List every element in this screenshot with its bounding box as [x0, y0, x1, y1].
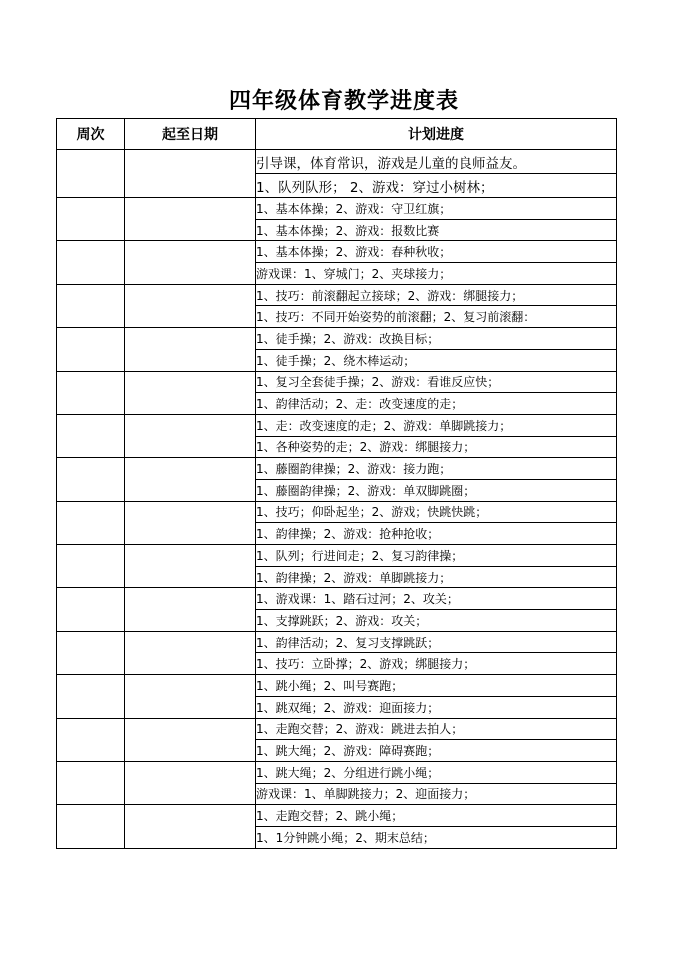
plan-item: 1、队列；行进间走；2、复习韵律操；: [256, 545, 617, 567]
date-cell: [125, 545, 256, 588]
week-cell: [57, 761, 125, 804]
plan-item: 1、跳双绳；2、游戏：迎面接力；: [256, 696, 617, 718]
plan-item: 游戏课：1、单脚跳接力；2、迎面接力；: [256, 783, 617, 805]
plan-item: 1、韵律活动；2、走：改变速度的走；: [256, 393, 617, 415]
plan-item: 1、1分钟跳小绳；2、期末总结；: [256, 826, 617, 848]
table-row: [57, 371, 617, 393]
plan-item: 1、基本体操；2、游戏：守卫红旗；: [256, 198, 617, 220]
plan-item: 1、基本体操；2、游戏：报数比赛: [256, 219, 617, 241]
week-cell: [57, 501, 125, 544]
plan-item: 1、藤圈韵律操；2、游戏：接力跑；: [256, 458, 617, 480]
table-row: [57, 675, 617, 697]
table-row: [57, 328, 617, 350]
date-cell: [125, 761, 256, 804]
plan-item: 1、走：改变速度的走；2、游戏：单脚跳接力；: [256, 414, 617, 436]
week-cell: [57, 718, 125, 761]
date-cell: [125, 241, 256, 284]
plan-item: 1、藤圈韵律操；2、游戏：单双脚跳圈；: [256, 479, 617, 501]
week-cell: [57, 150, 125, 198]
week-cell: [57, 631, 125, 674]
plan-item: 1、支撑跳跃；2、游戏：攻关；: [256, 610, 617, 632]
plan-item: 1、跳大绳；2、分组进行跳小绳；: [256, 761, 617, 783]
table-row: [57, 588, 617, 610]
plan-item: 游戏课：1、穿城门；2、夹球接力；: [256, 263, 617, 285]
table-row: [57, 284, 617, 306]
date-cell: [125, 458, 256, 501]
header-row: [57, 119, 617, 150]
week-cell: [57, 675, 125, 718]
date-cell: [125, 284, 256, 327]
date-cell: [125, 414, 256, 457]
plan-item: 1、游戏课：1、踏石过河；2、攻关；: [256, 588, 617, 610]
table-row: [57, 241, 617, 263]
plan-item: 1、跳小绳；2、叫号赛跑；: [256, 675, 617, 697]
plan-item: 1、走跑交替；2、游戏：跳进去拍人；: [256, 718, 617, 740]
page-title: 四年级体育教学进度表: [228, 89, 459, 114]
date-cell: [125, 631, 256, 674]
date-cell: [125, 675, 256, 718]
plan-item: 1、技巧：不同开始姿势的前滚翻；2、复习前滚翻：: [256, 306, 617, 328]
header-plan: 计划进度: [256, 119, 617, 150]
week-cell: [57, 588, 125, 631]
schedule-body: [57, 150, 617, 849]
date-cell: [125, 805, 256, 848]
table-row: [57, 198, 617, 220]
table-row: [57, 458, 617, 480]
table-row: [57, 805, 617, 827]
table-row: [57, 501, 617, 523]
table-row: [57, 414, 617, 436]
table-row: [57, 718, 617, 740]
plan-item: 1、韵律活动；2、复习支撑跳跃；: [256, 631, 617, 653]
plan-item: 1、队列队形； 2、游戏：穿过小树林；: [256, 174, 617, 198]
table-row: [57, 545, 617, 567]
date-cell: [125, 501, 256, 544]
plan-item: 1、徒手操；2、游戏：改换目标；: [256, 328, 617, 350]
plan-item: 1、韵律操；2、游戏：单脚跳接力；: [256, 566, 617, 588]
date-cell: [125, 371, 256, 414]
week-cell: [57, 414, 125, 457]
week-cell: [57, 198, 125, 241]
table-row: [57, 150, 617, 174]
week-cell: [57, 241, 125, 284]
date-cell: [125, 718, 256, 761]
plan-item: 1、技巧：前滚翻起立接球；2、游戏：绑腿接力；: [256, 284, 617, 306]
date-cell: [125, 150, 256, 198]
schedule-table: [56, 118, 617, 849]
plan-item: 1、韵律操；2、游戏：抢种抢收；: [256, 523, 617, 545]
date-cell: [125, 198, 256, 241]
table-row: [57, 631, 617, 653]
plan-item: 1、跳大绳；2、游戏：障碍赛跑；: [256, 740, 617, 762]
plan-item: 1、走跑交替；2、跳小绳；: [256, 805, 617, 827]
week-cell: [57, 458, 125, 501]
plan-item: 1、徒手操；2、绕木棒运动；: [256, 349, 617, 371]
table-row: [57, 761, 617, 783]
week-cell: [57, 805, 125, 848]
date-cell: [125, 588, 256, 631]
week-cell: [57, 328, 125, 371]
plan-item: 1、技巧；仰卧起坐；2、游戏；快跳快跳；: [256, 501, 617, 523]
date-cell: [125, 328, 256, 371]
plan-item: 1、各种姿势的走；2、游戏：绑腿接力；: [256, 436, 617, 458]
header-date: 起至日期: [125, 119, 256, 150]
week-cell: [57, 545, 125, 588]
week-cell: [57, 371, 125, 414]
plan-item: 1、技巧：立卧撑；2、游戏；绑腿接力；: [256, 653, 617, 675]
week-cell: [57, 284, 125, 327]
plan-item: 引导课，体育常识，游戏是儿童的良师益友。: [256, 150, 617, 174]
plan-item: 1、基本体操；2、游戏：春种秋收；: [256, 241, 617, 263]
header-week: 周次: [57, 119, 125, 150]
plan-item: 1、复习全套徒手操；2、游戏：看谁反应快；: [256, 371, 617, 393]
